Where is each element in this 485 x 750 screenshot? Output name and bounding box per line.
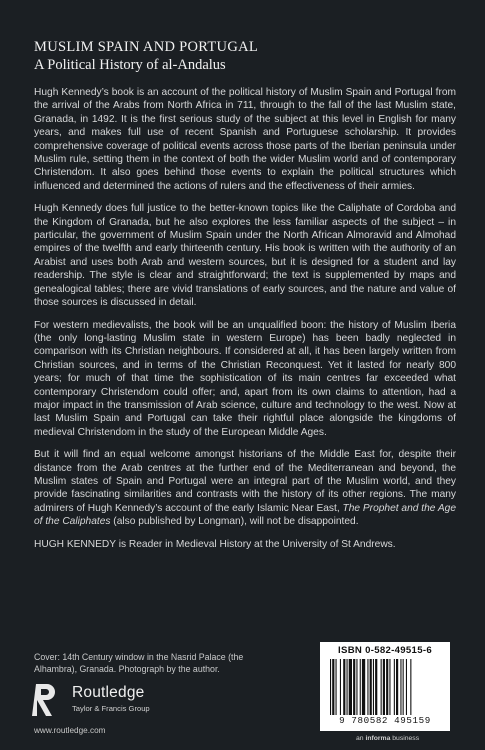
informa-prefix: an xyxy=(356,735,366,742)
author-bio: HUGH KENNEDY is Reader in Medieval History at the University of St Andrews. xyxy=(34,538,396,550)
barcode-digits: 9 780582 495159 xyxy=(339,715,431,726)
blurb-paragraph-4 xyxy=(34,448,456,528)
informa-suffix: business xyxy=(390,735,420,742)
publisher-name: Routledge xyxy=(72,684,145,701)
title-block xyxy=(34,38,454,74)
blurb-paragraph-2: Hugh Kennedy does full justice to the better-known topics like the Caliphate of Cordoba and the Kingdom of Granada, but he also explores the less familiar aspects of the subject – in particular, the government of Muslim Spain under the North African Almoravid and Almohad empires of the twelfth and early thirteenth century. His book is written with the authority of an Arabist and uses both Arab and western sources, but it is designed for a student and lay readership. The style is clear and straightforward; the text is supplemented by maps and genealogical tables; there are vivid translations of early sources, and the nature and value of those sources is discussed in detail. xyxy=(34,203,456,309)
publisher-tagline: Taylor & Francis Group xyxy=(72,704,150,713)
blurb-paragraph-3: For western medievalists, the book will be an unqualified boon: the history of Muslim Iberia (the only long-lasting Muslim state in western Europe) has been badly neglected in comparison with its Christian neighbours. If considered at all, it has been largely written from Christian sources, and in terms of the Christian Reconquest. Yet it lasted for nearly 800 years; for much of that time the sophistication of its main centres far exceeded what contemporary Christendom could offer; and, apart from its own claims to attention, had a major impact in the transmission of Arab science, culture and technology to the west. Now at last Muslim Spain and Portugal can take their rightful place alongside the kingdoms of medieval Christendom in the study of the European Middle Ages. xyxy=(34,319,456,438)
isbn-barcode-box xyxy=(320,642,450,731)
routledge-logo-icon xyxy=(32,682,58,718)
book-reference-title: The Prophet and the Age of the Caliphates xyxy=(34,502,456,528)
publisher-url: www.routledge.com xyxy=(34,726,106,735)
blurb-paragraph-4-text: But it will find an equal welcome amongst historians of the Middle East for, despite their distance from the Arab centres at the further end of the Mediterranean and beyond, the Muslim states of Spain and Portugal were an integral part of the Muslim world, and they provide fascinating similarities and contrasts with the history of its other regions. The many admirers of Hugh Kennedy’s account of the early Islamic Near East, xyxy=(34,449,456,514)
blurb xyxy=(34,86,456,560)
barcode-icon xyxy=(328,659,442,715)
informa-brand: informa xyxy=(365,735,391,742)
isbn: ISBN 0-582-49515-6 xyxy=(338,645,432,656)
publisher-logo xyxy=(32,682,232,720)
book-title: MUSLIM SPAIN AND PORTUGAL xyxy=(34,39,259,55)
book-subtitle: A Political History of al-Andalus xyxy=(34,57,226,73)
informa-business xyxy=(356,735,419,742)
blurb-paragraph-1: Hugh Kennedy’s book is an account of the political history of Muslim Spain and Portugal from the arrival of the Arabs from North Africa in 711, through to the fall of the last Muslim state, Granada, in 1492. It is the first serious study of the subject at this level in English for many years, and makes full use of recent Spanish and Portuguese scholarship. It provides comprehensive coverage of political events across those parts of the Iberian peninsula under Muslim rule, setting them in the context of both the wider Muslim world and of contemporary Christendom. It also goes behind those events to explain the political structures which influenced and determined the actions of rulers and the effectiveness of their armies. xyxy=(34,87,456,192)
cover-credit: Cover: 14th Century window in the Nasrid Palace (the Alhambra), Granada. Photograph by the author. xyxy=(34,652,244,674)
blurb-paragraph-4-end: (also published by Longman), will not be disappointed. xyxy=(110,516,359,528)
